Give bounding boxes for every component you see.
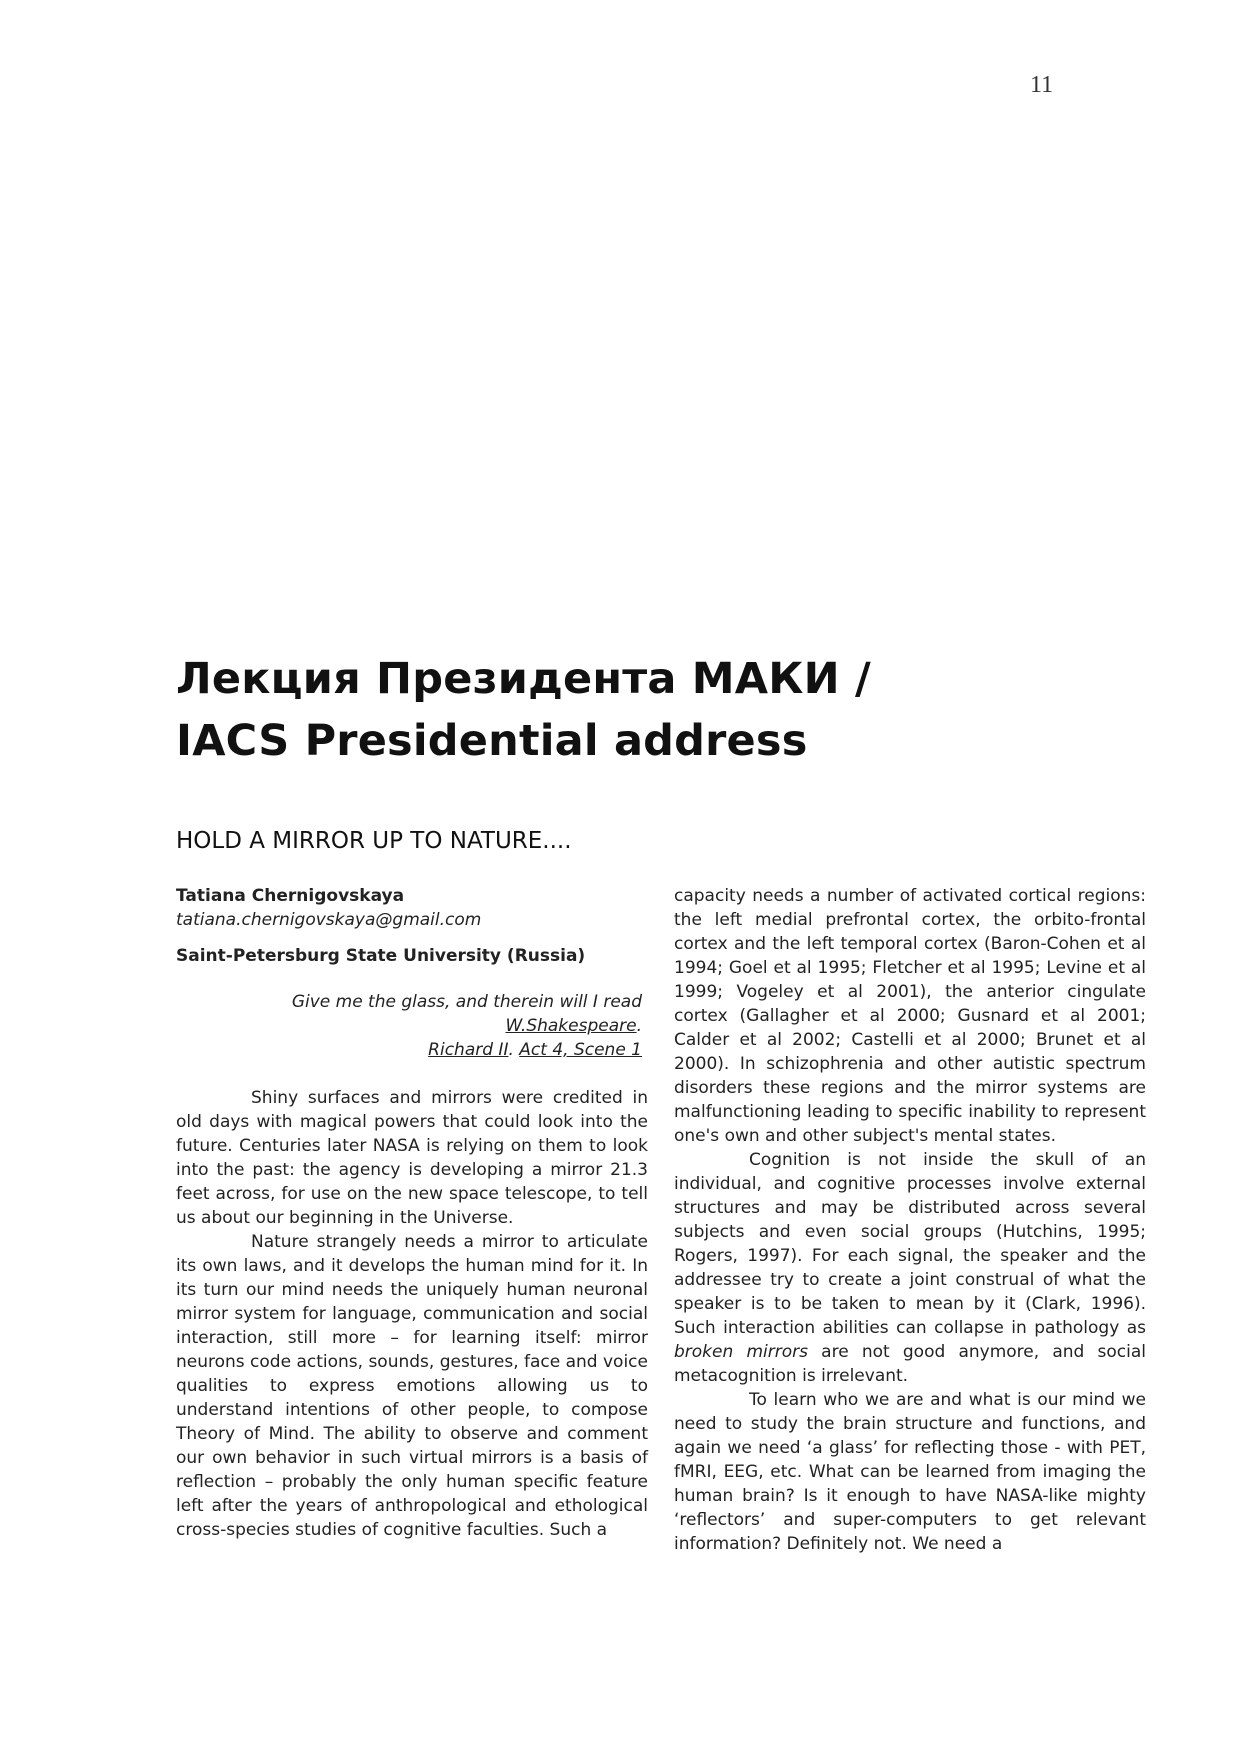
title-line-english: IACS Presidential address [176, 716, 808, 766]
epigraph [176, 990, 642, 1062]
body-paragraph-4 [674, 1148, 1146, 1388]
title-line-russian: Лекция Президента МАКИ / [176, 654, 871, 704]
epigraph-author: W.Shakespeare [505, 1016, 637, 1036]
page-number: 11 [1030, 72, 1054, 98]
left-column [176, 884, 648, 1542]
body-paragraph-5: To learn who we are and what is our mind we need to study the brain structure and functions, and again we need ‘a glass’ for reflecting those - with PET, fMRI, EEG, etc. What can be learned from imaging the human brain? Is it enough to have NASA-like mighty ‘reflectors’ and super-computers to get relevant information? Definitely not. We need a [674, 1390, 1146, 1554]
epigraph-act: Act 4, Scene 1 [519, 1040, 642, 1060]
epigraph-work: Richard II [428, 1040, 509, 1060]
right-column [674, 884, 1146, 1556]
body-paragraph-1: Shiny surfaces and mirrors were credited in old days with magical powers that could look into the future. Centuries later NASA is relying on them to look into the past: the agency is developing a mirror 21.3 feet across, for use on the new space telescope, to tell us about our beginning in the Universe. [176, 1088, 648, 1228]
section-heading: HOLD A MIRROR UP TO NATURE.... [176, 828, 572, 854]
epigraph-author-suffix: . [636, 1016, 642, 1036]
author-name: Tatiana Chernigovskaya [176, 886, 405, 906]
body-paragraph-4-italic: broken mirrors [674, 1342, 808, 1362]
body-paragraph-2: Nature strangely needs a mirror to articulate its own laws, and it develops the human mind for it. In its turn our mind needs the uniquely human neuronal mirror system for language, communication and social interaction, still more – for learning itself: mirror neurons code actions, sounds, gestures, face and voice qualities to express emotions allowing us to understand intentions of other people, to compose Theory of Mind. The ability to observe and comment our own behavior in such virtual mirrors is a basis of reflection – probably the only human specific feature left after the years of anthropological and ethological cross-species studies of cognitive faculties. Such a [176, 1232, 648, 1540]
epigraph-author-line [176, 1014, 642, 1038]
epigraph-source-line [176, 1038, 642, 1062]
epigraph-quote: Give me the glass, and therein will I read [291, 992, 642, 1012]
author-affiliation: Saint-Petersburg State University (Russia) [176, 946, 586, 966]
epigraph-work-suffix: . [508, 1040, 520, 1060]
body-paragraph-3: capacity needs a number of activated cortical regions: the left medial prefrontal cortex, the orbito-frontal cortex and the left temporal cortex (Baron-Cohen et al 1994; Goel et al 1995; Fletcher et al 1995; Levine et al 1999; Vogeley et al 2001), the anterior cingulate cortex (Gallagher et al 2000; Gusnard et al 2001; Calder et al 2002; Castelli et al 2000; Brunet et al 2000). In schizophrenia and other autistic spectrum disorders these regions and the mirror systems are malfunctioning leading to specific inability to represent one's own and other subject's mental states. [674, 886, 1146, 1146]
body-paragraph-4-part-a: Cognition is not inside the skull of an individual, and cognitive processes involve external structures and may be distributed across several subjects and even social groups (Hutchins, 1995; Rogers, 1997). For each signal, the speaker and the addressee try to create a joint construal of what the speaker is to be taken to mean by it (Clark, 1996). Such interaction abilities can collapse in pathology as [674, 1150, 1146, 1338]
page-title [176, 648, 936, 772]
author-email: tatiana.chernigovskaya@gmail.com [176, 910, 482, 930]
body-paragraph-4-part-b: are not good anymore, and social metacognition is irrelevant. [674, 1342, 1146, 1386]
